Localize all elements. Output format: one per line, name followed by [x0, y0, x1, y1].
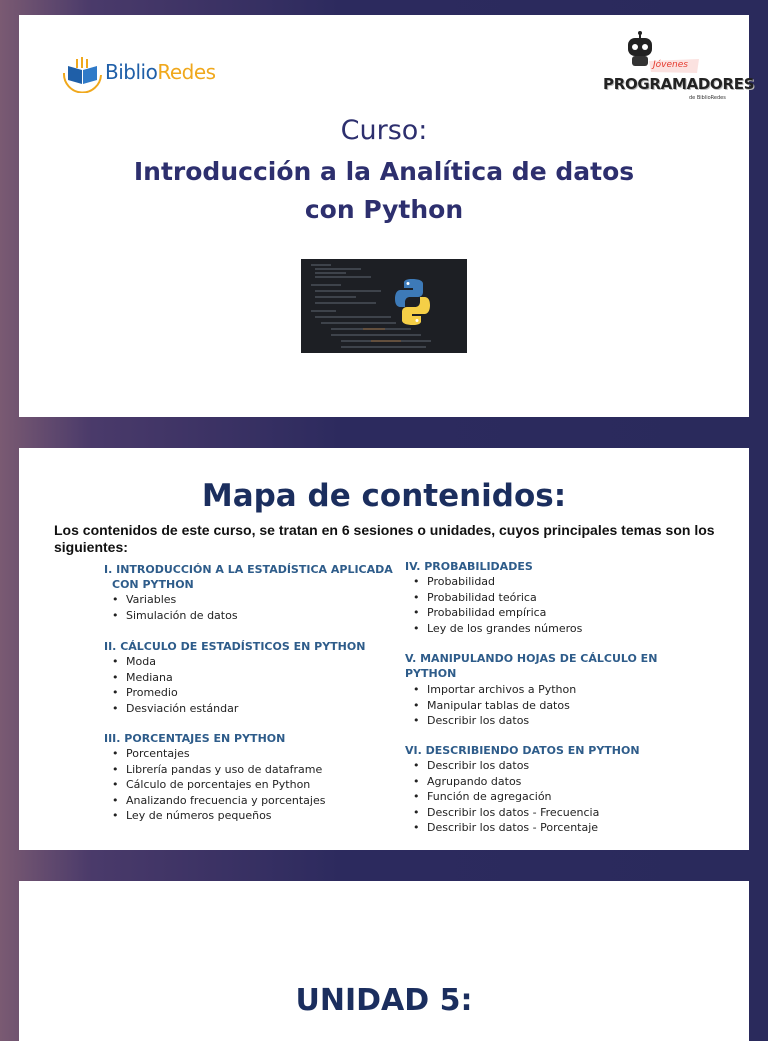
unit-6-heading: VI. DESCRIBIENDO DATOS EN PYTHON [405, 744, 640, 757]
python-code-image [301, 259, 467, 353]
course-title-line1: Introducción a la Analítica de datos [133, 157, 635, 186]
list-item: • Función de agregación [405, 789, 599, 805]
list-item: • Agrupando datos [405, 774, 599, 790]
list-item: • Simulación de datos [104, 608, 238, 624]
slide-content-map [19, 448, 749, 850]
course-label: Curso: [340, 115, 428, 146]
unit-5-heading-line1: V. MANIPULANDO HOJAS DE CÁLCULO EN [405, 652, 658, 665]
list-item: • Desviación estándar [104, 701, 238, 717]
code-editor-graphic [301, 259, 467, 353]
unit-2-topics [104, 654, 238, 716]
unit-5-topics [405, 682, 576, 729]
unit-3-heading: III. PORCENTAJES EN PYTHON [104, 732, 286, 745]
list-item: • Probabilidad empírica [405, 605, 582, 621]
list-item: • Cálculo de porcentajes en Python [104, 777, 325, 793]
jovenes-programadores-logo [601, 31, 755, 103]
logo-subtitle: de BiblioRedes [689, 95, 726, 101]
course-title [19, 153, 749, 229]
list-item: • Describir los datos [405, 758, 599, 774]
unit-1-heading-line1: I. INTRODUCCIÓN A LA ESTADÍSTICA APLICADA [104, 563, 393, 576]
list-item: • Describir los datos - Frecuencia [405, 805, 599, 821]
list-item: • Importar archivos a Python [405, 682, 576, 698]
list-item: • Variables [104, 592, 238, 608]
unit-4-heading: IV. PROBABILIDADES [405, 560, 533, 573]
unit-5-title: UNIDAD 5: [295, 983, 473, 1018]
python-logo-icon [395, 279, 430, 325]
unit-4-topics [405, 574, 582, 636]
list-item: • Probabilidad teórica [405, 590, 582, 606]
unit-6-topics [405, 758, 599, 836]
list-item: • Analizando frecuencia y porcentajes [104, 793, 325, 809]
list-item: • Describir los datos - Porcentaje [405, 820, 599, 836]
content-map-intro: Los contenidos de este curso, se tratan en 6 sesiones o unidades, cuyos principales temas son los siguientes: [54, 522, 715, 555]
list-item: • Probabilidad [405, 574, 582, 590]
unit-1-heading-line2: CON PYTHON [112, 578, 194, 591]
unit-5-heading [405, 651, 657, 681]
course-title-line2: con Python [304, 195, 464, 224]
unit-5-heading-line2: PYTHON [405, 667, 457, 680]
list-item: • Manipular tablas de datos [405, 698, 576, 714]
content-map-title: Mapa de contenidos: [201, 478, 567, 514]
list-item: • Ley de números pequeños [104, 808, 325, 824]
unit-2-heading: II. CÁLCULO DE ESTADÍSTICOS EN PYTHON [104, 640, 366, 653]
book-icon [61, 53, 105, 93]
bibliored-logo [61, 53, 216, 93]
unit-3-topics [104, 746, 325, 824]
list-item: • Mediana [104, 670, 238, 686]
list-item: • Librería pandas y uso de dataframe [104, 762, 325, 778]
list-item: • Promedio [104, 685, 238, 701]
unit-1-heading [104, 562, 393, 592]
unit-1-topics [104, 592, 238, 623]
logo-jovenes-text: Jóvenes [653, 60, 688, 70]
slide-course-title [19, 15, 755, 417]
slide-unit-5 [19, 881, 749, 1041]
list-item: • Porcentajes [104, 746, 325, 762]
list-item: • Describir los datos [405, 713, 576, 729]
list-item: • Moda [104, 654, 238, 670]
bibliored-wordmark: BiblioRedes [105, 60, 216, 84]
logo-programadores-text: PROGRAMADORES [603, 75, 755, 93]
list-item: • Ley de los grandes números [405, 621, 582, 637]
